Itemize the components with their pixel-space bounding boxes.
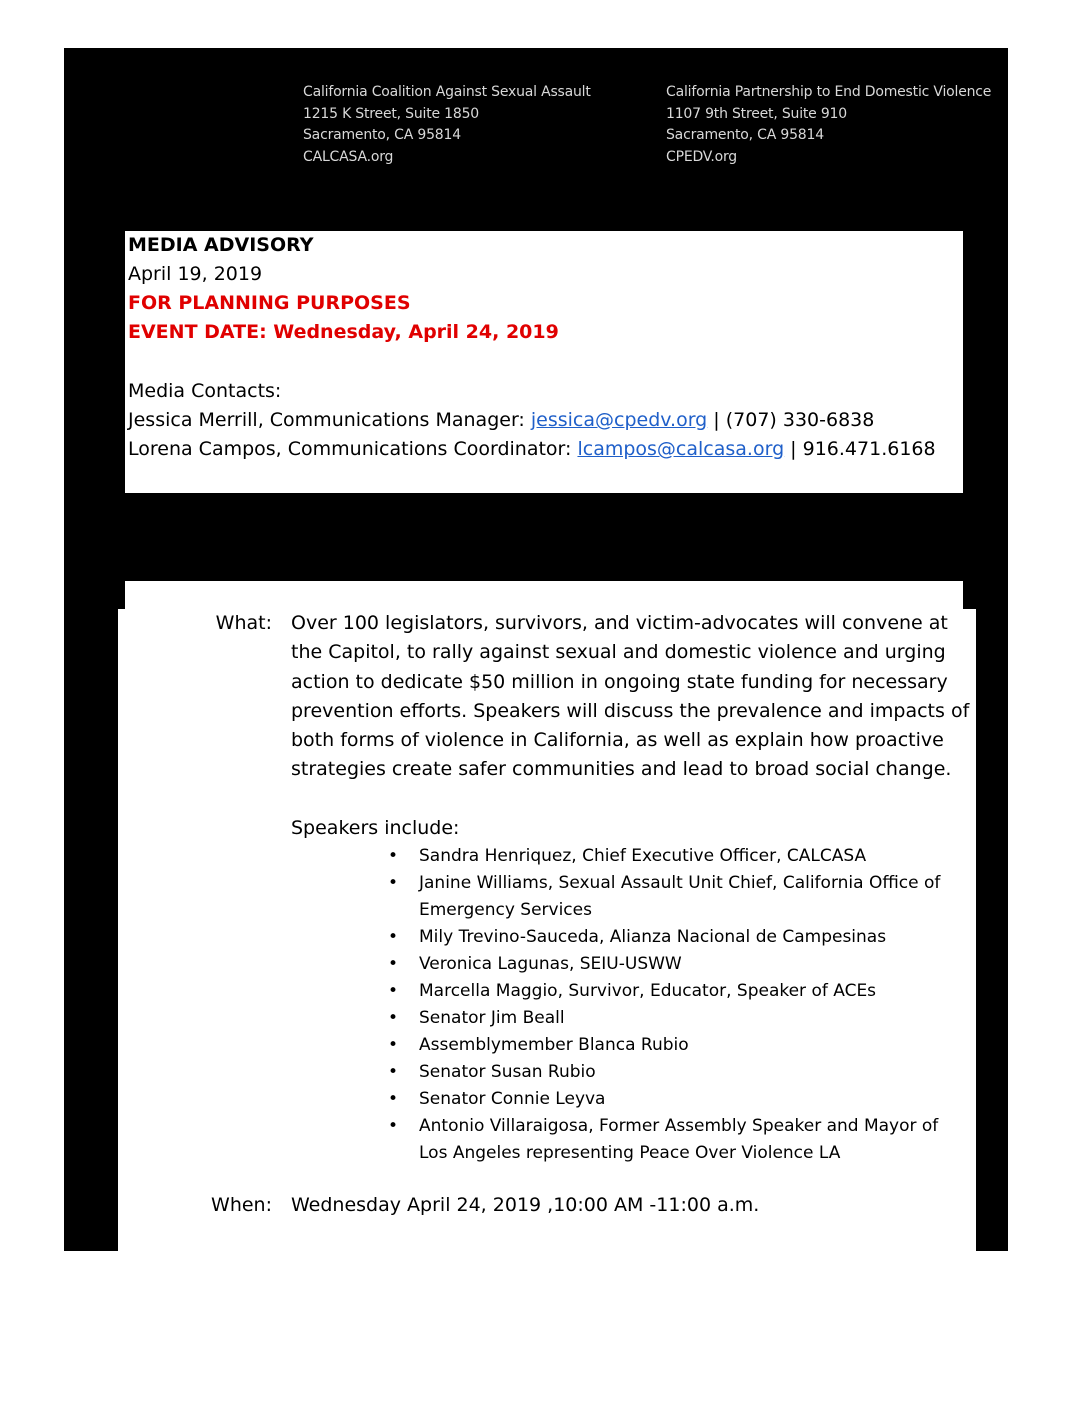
advisory-date: April 19, 2019 <box>128 263 263 285</box>
speaker-text: Assemblymember Blanca Rubio <box>419 1035 689 1055</box>
what-label: What: <box>215 612 272 634</box>
speakers-heading: Speakers include: <box>291 817 460 839</box>
bullet-icon: • <box>388 981 399 1001</box>
what-line: Over 100 legislators, survivors, and victim-advocates will convene at <box>291 612 948 634</box>
cpedv-address-block <box>666 82 991 168</box>
bullet-icon: • <box>388 1062 399 1082</box>
contact-lorena-prefix: Lorena Campos, Communications Coordinator: <box>128 438 578 460</box>
speaker-text: Sandra Henriquez, Chief Executive Officer, CALCASA <box>419 846 867 866</box>
bullet-icon: • <box>388 873 399 893</box>
cpedv-street: 1107 9th Street, Suite 910 <box>666 105 847 122</box>
bullet-icon: • <box>388 1008 399 1028</box>
contact-lorena-phone: | 916.471.6168 <box>784 438 936 460</box>
speaker-text: Los Angeles representing Peace Over Violence LA <box>419 1143 841 1163</box>
speaker-item <box>388 1032 968 1059</box>
calcasa-website: CALCASA.org <box>303 148 394 165</box>
planning-purposes-notice: FOR PLANNING PURPOSES <box>128 292 411 314</box>
what-line: action to dedicate $50 million in ongoing state funding for necessary <box>291 670 948 693</box>
calcasa-address-block <box>303 82 591 168</box>
speaker-item <box>388 1005 968 1032</box>
what-description <box>291 609 976 785</box>
speaker-text: Janine Williams, Sexual Assault Unit Chief, California Office of <box>419 873 941 893</box>
what-line: the Capitol, to rally against sexual and domestic violence and urging <box>291 641 946 664</box>
contact-jessica-prefix: Jessica Merrill, Communications Manager: <box>128 409 531 431</box>
bullet-icon: • <box>388 1116 399 1136</box>
what-line: prevention efforts. Speakers will discuss the prevalence and impacts of <box>291 699 970 722</box>
lorena-email-link[interactable]: lcampos@calcasa.org <box>577 438 785 460</box>
bullet-icon: • <box>388 1089 399 1109</box>
speaker-item <box>388 978 968 1005</box>
speaker-item <box>388 924 968 951</box>
cpedv-city: Sacramento, CA 95814 <box>666 127 824 143</box>
speaker-text: Antonio Villaraigosa, Former Assembly Speaker and Mayor of <box>419 1116 939 1136</box>
bullet-icon: • <box>388 954 399 974</box>
media-contacts-label: Media Contacts: <box>128 380 282 402</box>
event-date: EVENT DATE: Wednesday, April 24, 2019 <box>128 321 559 343</box>
advisory-title: MEDIA ADVISORY <box>128 234 314 256</box>
contact-jessica <box>128 406 874 435</box>
speakers-list <box>388 843 968 1167</box>
speaker-text: Senator Connie Leyva <box>419 1089 606 1109</box>
speaker-item <box>388 1113 968 1167</box>
calcasa-street: 1215 K Street, Suite 1850 <box>303 105 479 122</box>
speaker-text: Senator Jim Beall <box>419 1008 565 1028</box>
cpedv-name: California Partnership to End Domestic Violence <box>666 84 992 100</box>
speaker-item <box>388 1059 968 1086</box>
contact-lorena <box>128 435 936 464</box>
cpedv-website: CPEDV.org <box>666 148 737 165</box>
speaker-text: Emergency Services <box>419 900 592 920</box>
when-label: When: <box>211 1194 272 1216</box>
calcasa-city: Sacramento, CA 95814 <box>303 127 461 143</box>
jessica-email-link[interactable]: jessica@cpedv.org <box>530 409 708 431</box>
contact-jessica-phone: | (707) 330-6838 <box>707 409 875 431</box>
bullet-icon: • <box>388 846 399 866</box>
speaker-text: Veronica Lagunas, SEIU-USWW <box>419 954 682 974</box>
bullet-icon: • <box>388 1035 399 1055</box>
speaker-text: Mily Trevino-Sauceda, Alianza Nacional de Campesinas <box>419 927 887 947</box>
speaker-text: Marcella Maggio, Survivor, Educator, Speaker of ACEs <box>419 981 877 1001</box>
speaker-text: Senator Susan Rubio <box>419 1062 596 1082</box>
what-line: both forms of violence in California, as well as explain how proactive <box>291 729 944 752</box>
bullet-icon: • <box>388 927 399 947</box>
speaker-item <box>388 1086 968 1113</box>
separator-panel <box>125 581 963 611</box>
speaker-item <box>388 870 968 924</box>
speaker-item <box>388 843 968 870</box>
when-value: Wednesday April 24, 2019 ,10:00 AM -11:00 a.m. <box>291 1194 760 1216</box>
calcasa-name: California Coalition Against Sexual Assault <box>303 84 591 100</box>
what-line: strategies create safer communities and lead to broad social change. <box>291 758 952 781</box>
speaker-item <box>388 951 968 978</box>
